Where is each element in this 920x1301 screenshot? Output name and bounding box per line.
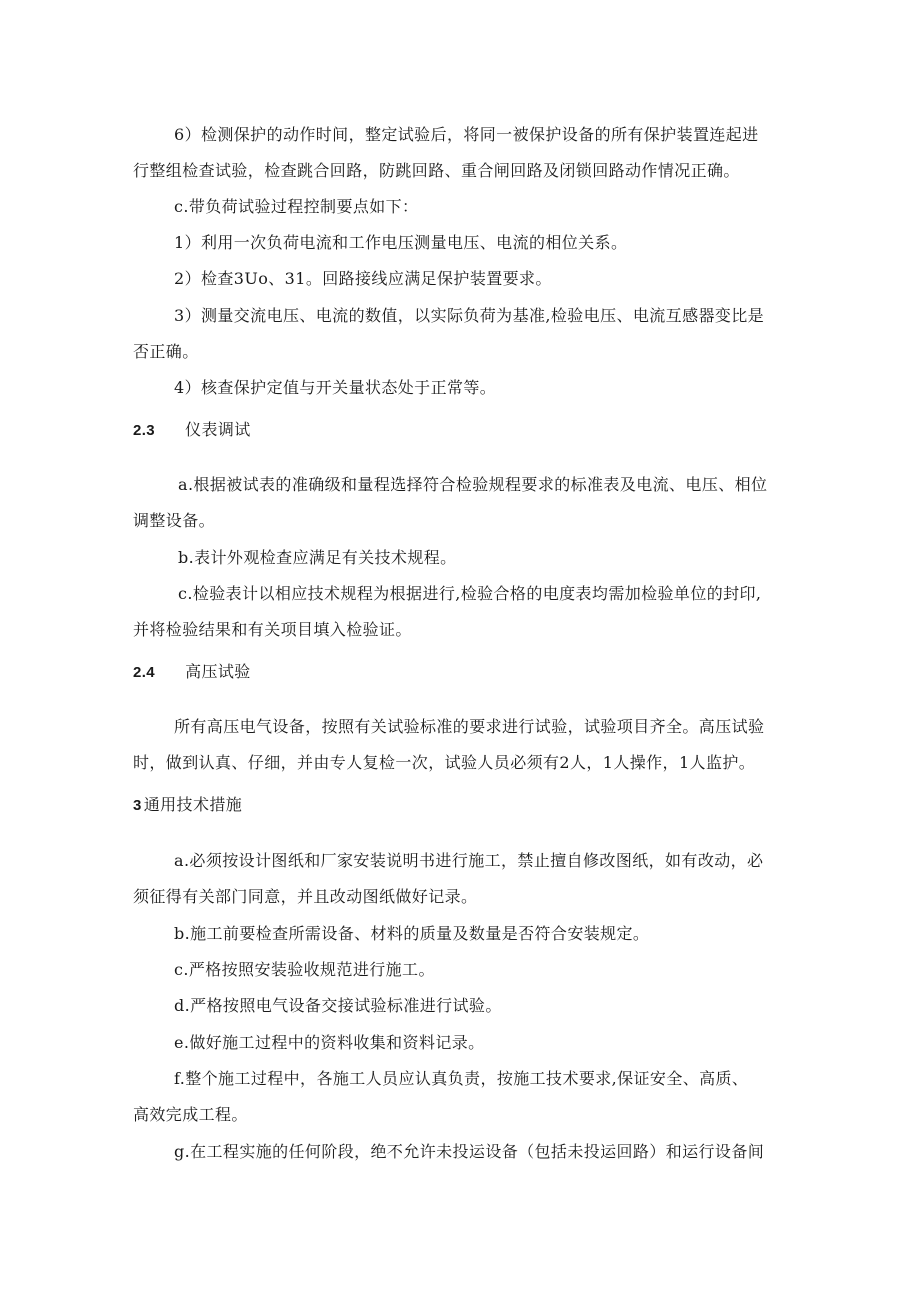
section-title: 高压试验 — [185, 662, 251, 681]
section-number: 3 — [133, 797, 142, 814]
paragraph-line: c.严格按照安装验收规范进行施工。 — [174, 960, 435, 979]
paragraph-line: 高效完成工程。 — [133, 1105, 248, 1124]
paragraph-line: 3）测量交流电压、电流的数值，以实际负荷为基准,检验电压、电流互感器变比是 — [174, 306, 765, 325]
section-heading-2-4 — [133, 662, 251, 683]
paragraph-line: a.必须按设计图纸和厂家安装说明书进行施工，禁止擅自修改图纸，如有改动，必 — [174, 851, 764, 870]
section-number: 2.3 — [133, 422, 156, 439]
paragraph-line: f.整个施工过程中，各施工人员应认真负责，按施工技术要求,保证安全、高质、 — [174, 1069, 749, 1088]
paragraph-line: d.严格按照电气设备交接试验标准进行试验。 — [174, 996, 502, 1015]
section-number: 2.4 — [133, 664, 156, 681]
paragraph-line: a.根据被试表的准确级和量程选择符合检验规程要求的标准表及电流、电压、相位 — [178, 475, 768, 494]
paragraph-line: 2）检查3Uo、31。回路接线应满足保护装置要求。 — [174, 269, 552, 288]
section-heading-3 — [133, 795, 242, 816]
paragraph-line: 调整设备。 — [133, 511, 216, 530]
paragraph-line: 所有高压电气设备，按照有关试验标准的要求进行试验，试验项目齐全。高压试验 — [174, 717, 765, 736]
paragraph-line: c.带负荷试验过程控制要点如下： — [174, 197, 419, 216]
paragraph-line: 1）利用一次负荷电流和工作电压测量电压、电流的相位关系。 — [174, 233, 628, 252]
section-title: 通用技术措施 — [143, 795, 243, 814]
paragraph-line: b.施工前要检查所需设备、材料的质量及数量是否符合安装规定。 — [174, 924, 650, 943]
section-heading-2-3 — [133, 420, 251, 441]
paragraph-line: 4）核查保护定值与开关量状态处于正常等。 — [174, 378, 497, 397]
paragraph-line: b.表计外观检查应满足有关技术规程。 — [178, 548, 457, 567]
paragraph-line: 6）检测保护的动作时间，整定试验后，将同一被保护设备的所有保护装置连起进 — [174, 125, 759, 144]
section-title: 仪表调试 — [185, 420, 251, 439]
paragraph-line: 行整组检查试验，检查跳合回路，防跳回路、重合闸回路及闭锁回路动作情况正确。 — [133, 161, 740, 180]
paragraph-line: 否正确。 — [133, 342, 199, 361]
paragraph-line: 并将检验结果和有关项目填入检验证。 — [133, 620, 412, 639]
paragraph-line: 时，做到认真、仔细，并由专人复检一次，试验人员必须有2人，1人操作，1人监护。 — [133, 753, 756, 772]
paragraph-line: g.在工程实施的任何阶段，绝不允许未投运设备（包括未投运回路）和运行设备间 — [174, 1142, 765, 1161]
paragraph-line: 须征得有关部门同意，并且改动图纸做好记录。 — [133, 887, 478, 906]
paragraph-line: c.检验表计以相应技术规程为根据进行,检验合格的电度表均需加检验单位的封印, — [178, 584, 762, 603]
paragraph-line: e.做好施工过程中的资料收集和资料记录。 — [174, 1033, 485, 1052]
